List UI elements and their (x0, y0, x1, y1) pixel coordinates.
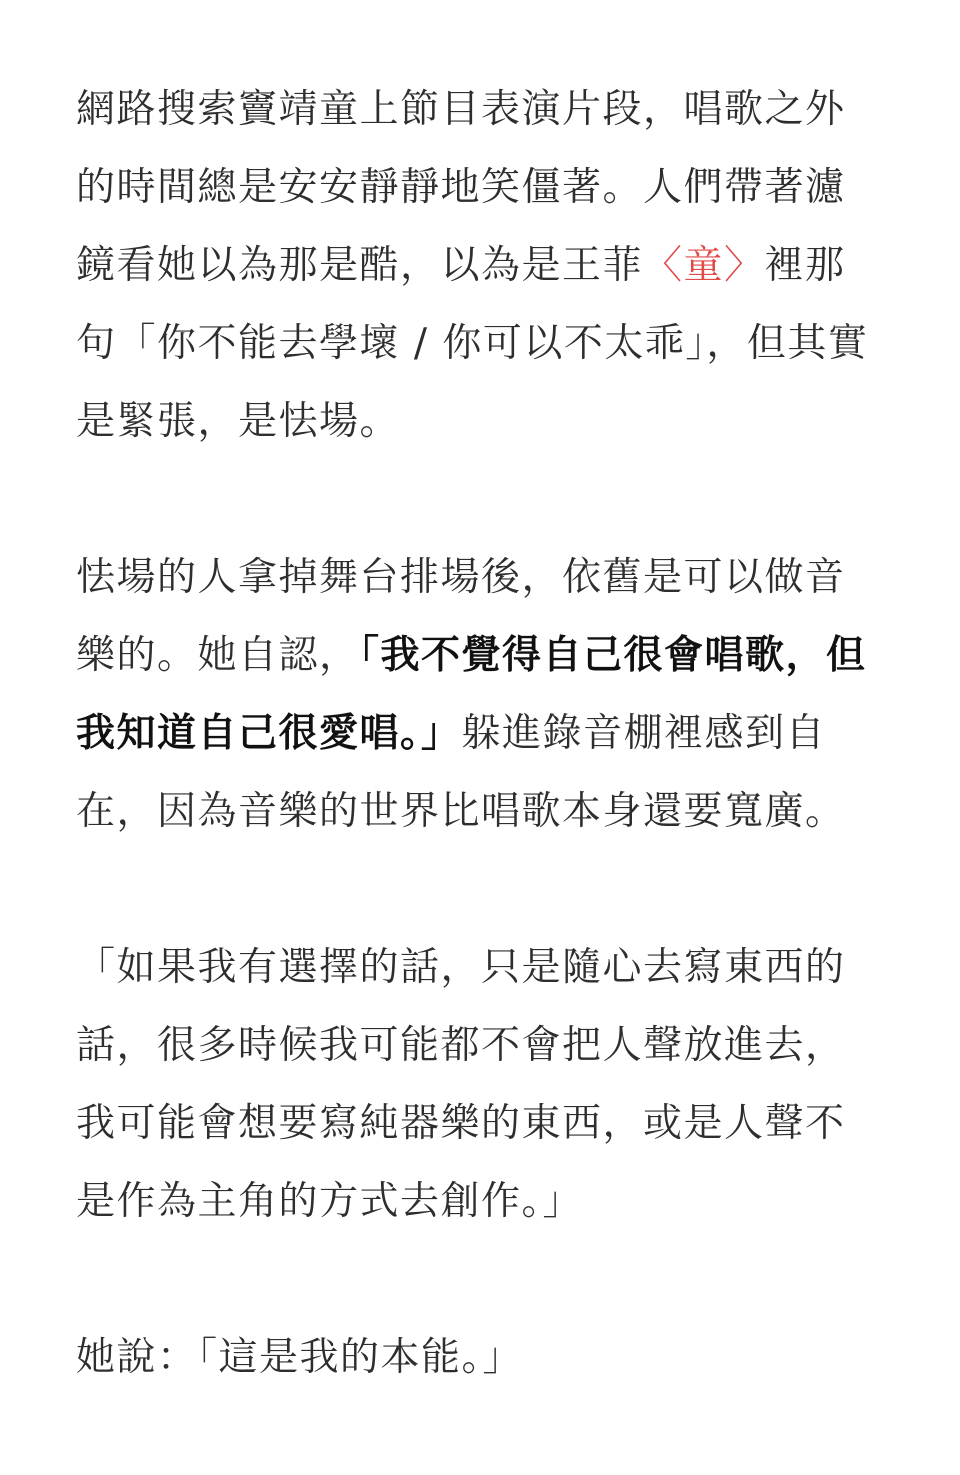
paragraph-4-quote: 她說：「這是我的本能。」 (76, 1335, 524, 1380)
paragraph-2 (76, 539, 876, 851)
highlighted-quote: 「我不覺得自己很會唱歌，但我知道自己很愛唱。」 (76, 633, 867, 756)
paragraph-1 (76, 71, 876, 461)
paragraph-2-text-start: 怯場的人拿掉舞台排場後，依舊是可以做音樂的。她自認， (76, 555, 846, 678)
article-body (76, 71, 876, 1397)
paragraph-3-quote: 「如果我有選擇的話，只是隨心去寫東西的話，很多時候我可能都不會把人聲放進去，我可能會想要寫純器樂的東西，或是人聲不是作為主角的方式去創作。」 (76, 945, 846, 1224)
song-title-link[interactable]: 〈童〉 (643, 243, 765, 288)
paragraph-1-text-end: 裡那句「你不能去學壞 / 你可以不太乖」，但其實是緊張，是怯場。 (76, 243, 869, 444)
paragraph-2-text-end: 躲進錄音棚裡感到自在，因為音樂的世界比唱歌本身還要寬廣。 (76, 711, 846, 834)
paragraph-1-text-start: 網路搜索竇靖童上節目表演片段，唱歌之外的時間總是安安靜靜地笑僵著。人們帶著濾鏡看她以為那是酷，以為是王菲 (76, 87, 846, 288)
